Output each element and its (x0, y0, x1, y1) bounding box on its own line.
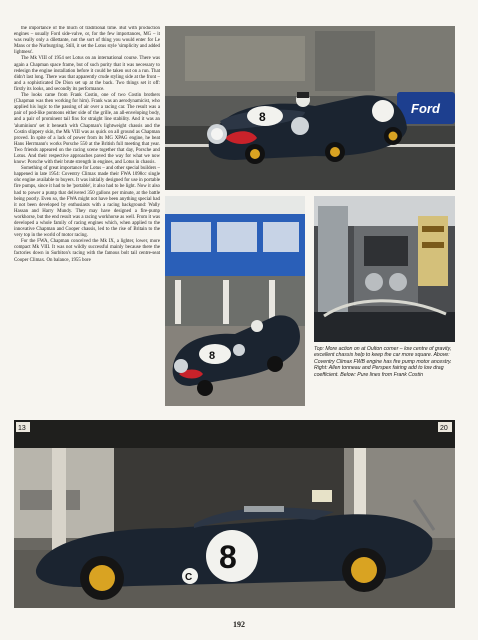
article-paragraph: The looks came from Frank Costin, one of two Costin brothers (Chapman was then working for him). Frank was an aerodynamicist, who applied his logic to the passing of air over a racing car. The result was a pair of pod-like pontoons either side of the grille, an all-enveloping body, and a pair of prominent tail fins for straight line stability. And it was an 'aluminium' set it beneath with Chapman's lightweight chassis and the Costin slippery skin, the Mk VIII was as quick on all ground as Chapman proved. In spite of a lack of power from its MG XPAG engine, he beat Hans Herrmann's works Porsche 550 at the British full meeting that year. Two friends appeared on the racing scene together that day, Porsche and Lotus. And their respective approaches paved the way for what we now know: Porsche with their brute strength in engines, and Lotus in chassis. (14, 93, 160, 166)
photo-engine-bay (314, 196, 455, 342)
photo-bottom-car-pit-lane (14, 420, 455, 608)
photo-top-car-cornering (165, 26, 455, 190)
photo-middle-car-paddock (165, 196, 305, 406)
badge-letter: C (185, 572, 193, 583)
article-paragraph: The Mk VIII of 1954 set Lotus on an international course. There was again a Chapman space frame, but of such purity that it was necessary to redesign the engine installation before it could be taken out on a run. That didn't last long. There was that apparently crude styling side at the front – and a sophisticated De Dion set up at the back. Two things set it off: firstly its looks, and secondly its performance. (14, 56, 160, 92)
article-paragraph: Something of great importance for Lotus – and other special builders – happened in late 1954: Coventry Climax made their FWA 1098cc single ohc engine available to buyers. It was initially designed for use in portable fire pumps, since it had to be 'portable', it also had to be light. Now it also had to power a pump that delivered 350 gallons per minute, at the battle being poorly. Even so, the FWA might not have been anything special had it not been developed by enthusiasts with a racing background: Wally Hassan and Harry Mundy. They may have designed a fire-pump workhorse, but the end result was a racing workhorse as well. From it was developed a whole family of racing engines which, when applied to the innovative Chapman and Cooper chassis, led to the rise of Britain to the very top in the world of motor racing. (14, 166, 160, 239)
pit-tag-right: 20 (440, 425, 448, 432)
pit-tag-left: 13 (18, 425, 26, 432)
article-paragraph: the importance of the much of traditional time. But with production engines – usually Ford side-valve, or, for the few importances, MG – it was really only a dilettante, not the sort of thing you would enter for Le Mans or the Nurburgring. Still, it set the Lotus style 'simplicity and added lightness'. (14, 26, 160, 56)
car-number-middle: 8 (209, 350, 216, 362)
car-number-bottom: 8 (219, 539, 237, 575)
ford-banner-text: Ford (411, 101, 440, 116)
page-number: 192 (233, 620, 245, 629)
article-paragraph: For the FWA, Chapman conceived the Mk IX, a lighter, lower, more compact Mk VIII. It was not wildly successful mainly because there the factories down in Surbiton's racing with the famous bolt tail centre-seat Cooper Climax. On balance, 1955 bore (14, 239, 160, 263)
photo-caption: Top: More action on at Oulton corner – low centre of gravity, excellent chassis help to keep the car more square. Above: Coventry Climax FWB engine has fire pump motor ancestry. Right: Allen tonneau and Perspex fairing add to low drag coefficient. Below: Pure lines from Frank Costin (314, 346, 452, 378)
article-text-column (14, 26, 160, 411)
car-number-top: 8 (259, 110, 266, 124)
